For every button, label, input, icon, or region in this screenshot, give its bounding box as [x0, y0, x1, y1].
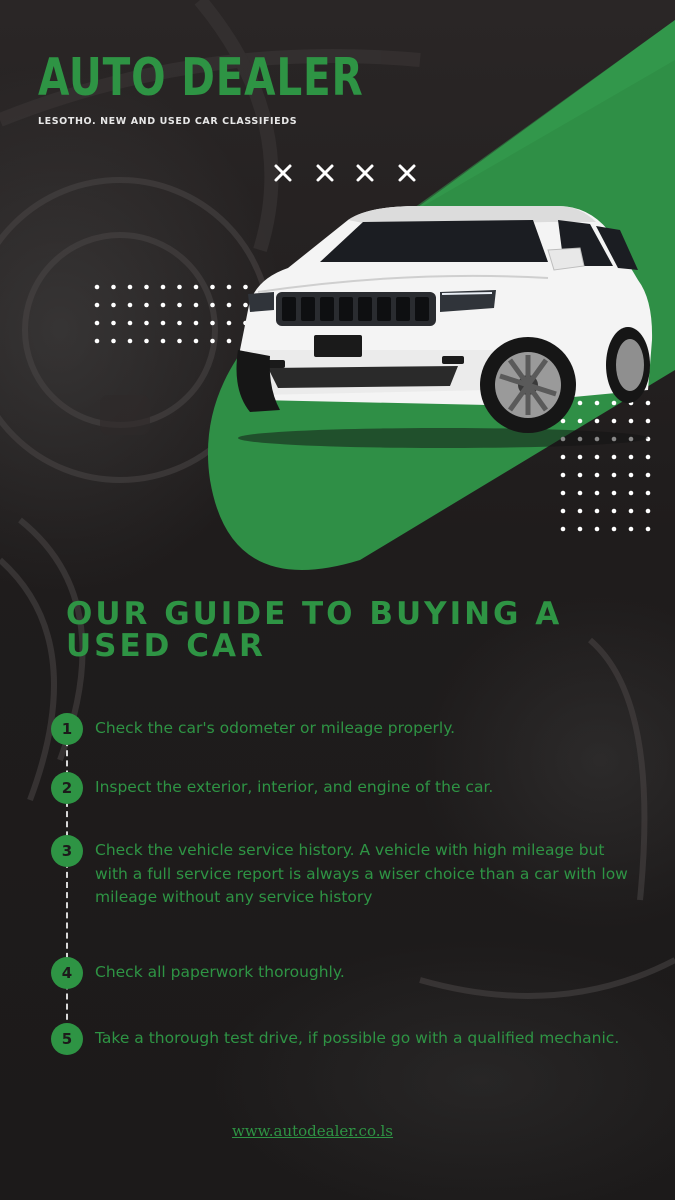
dot [144, 321, 149, 326]
dot [210, 285, 215, 290]
x-icon [318, 166, 332, 180]
dot [194, 339, 199, 344]
dot [612, 491, 617, 496]
dot [210, 339, 215, 344]
dot [646, 455, 651, 460]
step-text: Inspect the exterior, interior, and engine of the car. [95, 778, 494, 796]
step-number-badge: 5 [51, 1023, 83, 1055]
dot [646, 509, 651, 514]
dot [646, 473, 651, 478]
guide-title: OUR GUIDE TO BUYING A USED CAR [66, 596, 563, 664]
dot [177, 303, 182, 308]
dot [128, 339, 133, 344]
dot [194, 285, 199, 290]
dot [95, 321, 100, 326]
dot [595, 473, 600, 478]
dot [561, 509, 566, 514]
dot [561, 491, 566, 496]
dot [111, 321, 116, 326]
dot [578, 527, 583, 532]
x-icon [358, 166, 372, 180]
dot [612, 527, 617, 532]
dot [595, 509, 600, 514]
dot [612, 455, 617, 460]
dot [177, 321, 182, 326]
dot [612, 473, 617, 478]
brand-logo [38, 46, 455, 127]
dot [646, 527, 651, 532]
dot [629, 527, 634, 532]
step-text: Check the vehicle service history. A vehicle with high mileage but with a full service report is always a wiser choice than a car with low mileage without any service history [95, 841, 628, 906]
dot [194, 303, 199, 308]
brand-title: AUTO DEALER [38, 48, 364, 108]
dot [177, 285, 182, 290]
dot [578, 491, 583, 496]
step-text: Take a thorough test drive, if possible go with a qualified mechanic. [95, 1029, 620, 1047]
dot [612, 509, 617, 514]
x-icon [400, 166, 414, 180]
white-suv-image [228, 200, 658, 450]
step-number-badge: 3 [51, 835, 83, 867]
dot [561, 527, 566, 532]
dot [646, 491, 651, 496]
x-icon [276, 166, 290, 180]
website-link[interactable]: www.autodealer.co.ls [232, 1122, 393, 1140]
dot [111, 303, 116, 308]
dot [161, 285, 166, 290]
dot [161, 303, 166, 308]
dot [595, 491, 600, 496]
dot [578, 473, 583, 478]
step-number-badge: 1 [51, 713, 83, 745]
step-text: Check the car's odometer or mileage properly. [95, 719, 456, 737]
dot [629, 491, 634, 496]
dot [111, 339, 116, 344]
dot [111, 285, 116, 290]
dot [161, 339, 166, 344]
dot [128, 303, 133, 308]
step-number-badge: 2 [51, 772, 83, 804]
dot [561, 455, 566, 460]
dot [95, 285, 100, 290]
dot [578, 455, 583, 460]
dot [177, 339, 182, 344]
dot [128, 321, 133, 326]
dot [629, 509, 634, 514]
dot [629, 473, 634, 478]
x-marks-decoration [270, 160, 430, 186]
dot [629, 455, 634, 460]
step-text: Check all paperwork thoroughly. [95, 963, 345, 981]
dot [144, 339, 149, 344]
dot [210, 303, 215, 308]
dot [95, 303, 100, 308]
step-number-badge: 4 [51, 957, 83, 989]
brand-subtitle: LESOTHO. NEW AND USED CAR CLASSIFIEDS [38, 116, 298, 127]
dot [144, 303, 149, 308]
dot [595, 455, 600, 460]
dot [128, 285, 133, 290]
dot [561, 473, 566, 478]
dot [161, 321, 166, 326]
dot [194, 321, 199, 326]
dot [95, 339, 100, 344]
dot [578, 509, 583, 514]
dot [595, 527, 600, 532]
dot [210, 321, 215, 326]
dot [144, 285, 149, 290]
